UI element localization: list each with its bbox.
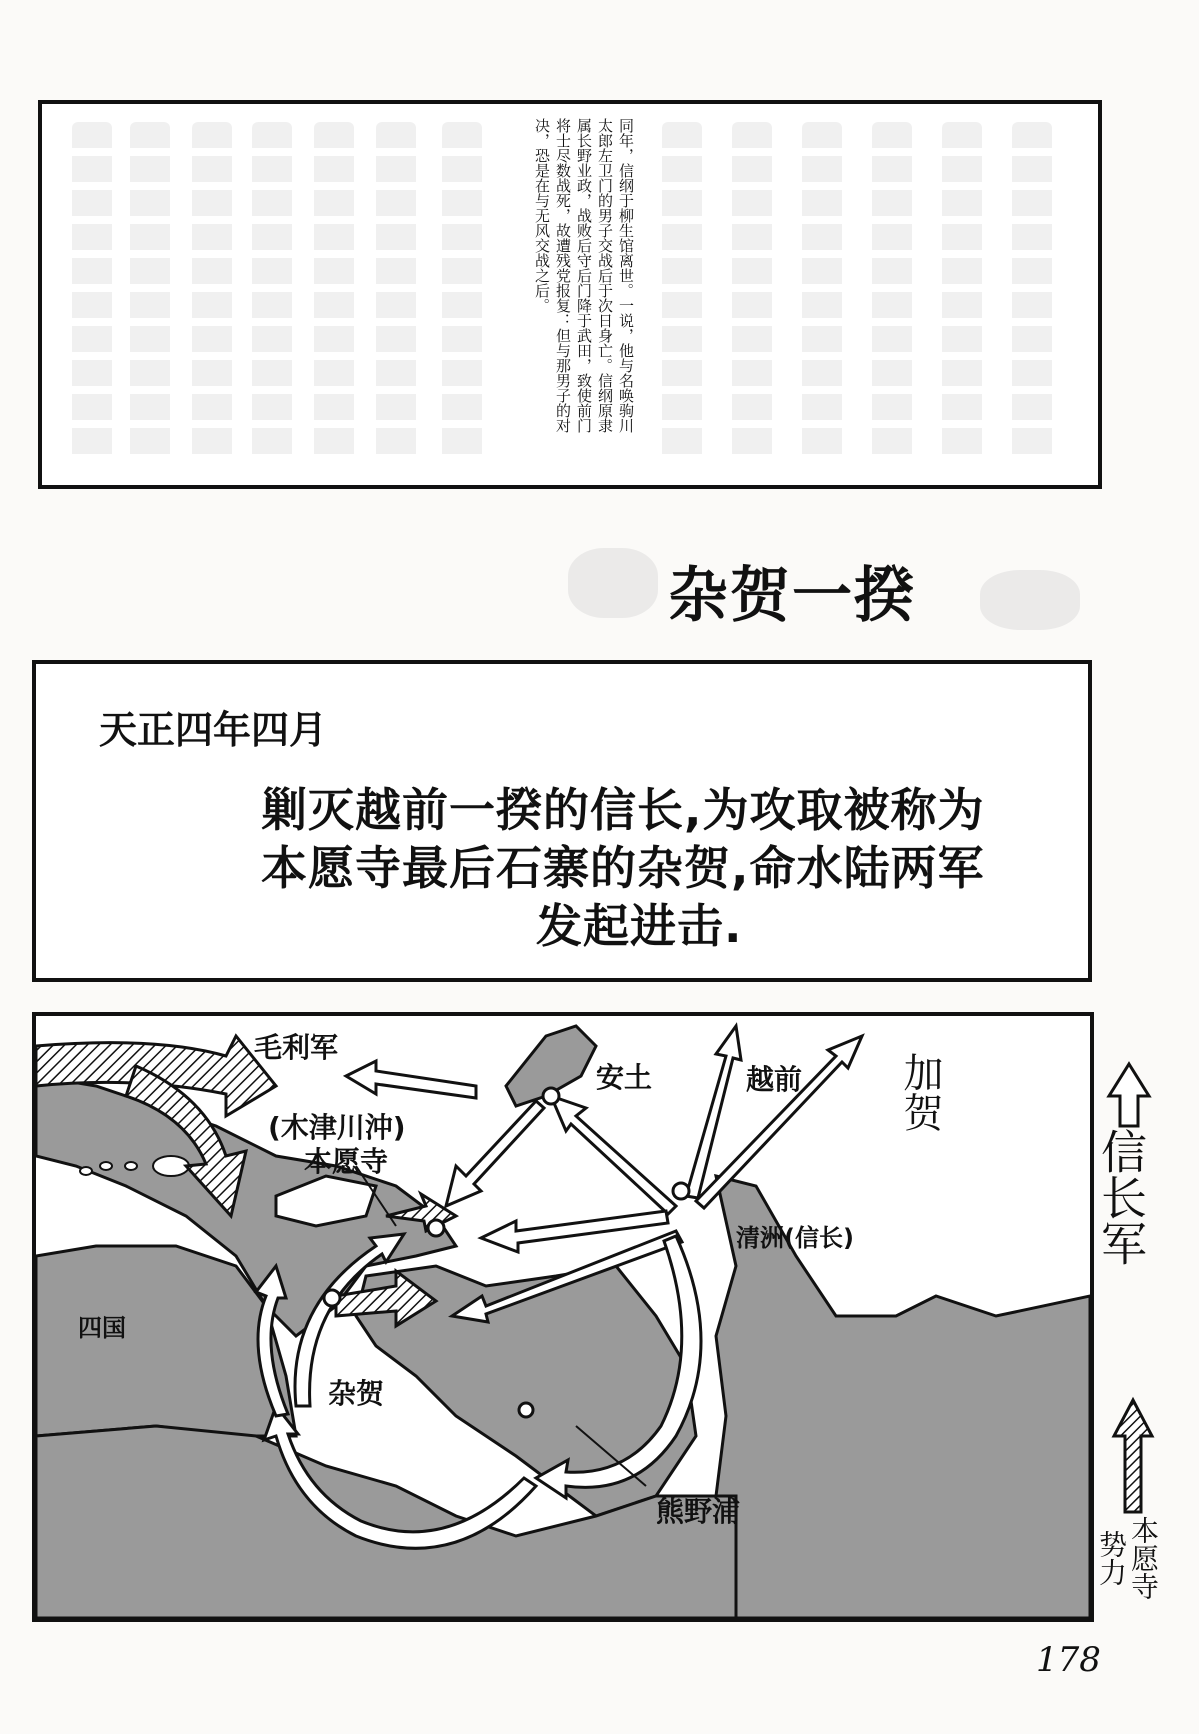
- note-column-1: 同年，信纲于柳生馆离世。一说，他与名唤驹川: [617, 118, 635, 433]
- title-smudge: [568, 548, 658, 618]
- label-shikoku: 四国: [78, 1314, 126, 1342]
- title-smudge: [980, 570, 1080, 630]
- islet: [80, 1167, 92, 1175]
- faded-text-column: [314, 122, 354, 462]
- label-kiyosu: 清洲(信长): [736, 1224, 854, 1252]
- narration-line-3: 发起进击.: [536, 899, 743, 953]
- narration-panel: [32, 660, 1092, 982]
- note-column-3: 属长野业政，战败后守后门降于武田，致使前门: [575, 118, 593, 433]
- faded-text-column: [1012, 122, 1052, 462]
- footnote-panel: [38, 100, 1102, 489]
- arrow-kiyosu-to-azuchi: [551, 1096, 676, 1214]
- legend-honganji-label: 本愿寺: [1127, 1516, 1160, 1600]
- faded-text-column: [252, 122, 292, 462]
- islet: [100, 1162, 112, 1170]
- legend-nobunaga-label: 信长军: [1094, 1128, 1148, 1266]
- label-kizugawa: (木津川沖): [268, 1111, 406, 1144]
- legend-nobunaga-arrow-icon: [1104, 1060, 1154, 1130]
- location-saika: [324, 1290, 340, 1306]
- date-label: 天正四年四月: [99, 708, 328, 752]
- label-echizen: 越前: [746, 1063, 803, 1096]
- note-column-5: 决，恐是在与无风交战之后。: [533, 118, 551, 313]
- faded-text-column: [376, 122, 416, 462]
- faded-text-column: [130, 122, 170, 462]
- faded-text-column: [192, 122, 232, 462]
- note-column-4: 将士尽数战死，故遭残党报复：但与那男子的对: [554, 118, 572, 433]
- chapter-title: 杂贺一揆: [668, 561, 916, 631]
- narration-line-1: 剿灭越前一揆的信长,为攻取被称为: [261, 783, 985, 837]
- faded-text-column: [442, 122, 482, 462]
- faded-text-column: [872, 122, 912, 462]
- location-azuchi: [543, 1088, 559, 1104]
- arrow-azuchi-to-honganji: [446, 1101, 544, 1206]
- legend-force-label: 势力: [1095, 1530, 1128, 1586]
- faded-text-column: [942, 122, 982, 462]
- faded-text-column: [662, 122, 702, 462]
- page-number: 178: [1036, 1640, 1101, 1680]
- location-kumano: [519, 1403, 533, 1417]
- location-kiyosu: [673, 1183, 689, 1199]
- faded-text-column: [732, 122, 772, 462]
- arrow-to-mori: [346, 1061, 476, 1098]
- label-azuchi: 安土: [596, 1061, 653, 1094]
- location-honganji: [428, 1220, 444, 1236]
- map-panel: [32, 1012, 1094, 1622]
- label-saika: 杂贺: [328, 1377, 385, 1410]
- label-honganji: 本愿寺: [304, 1145, 389, 1178]
- legend-honganji-arrow-icon: [1110, 1396, 1156, 1516]
- label-kumano: 熊野浦: [656, 1495, 741, 1528]
- islet: [125, 1162, 137, 1170]
- narration-line-2: 本愿寺最后石寨的杂贺,命水陆两军: [261, 841, 985, 895]
- label-mori: 毛利军: [254, 1031, 339, 1064]
- faded-text-column: [802, 122, 842, 462]
- label-kaga: 加贺: [897, 1052, 943, 1132]
- faded-text-column: [72, 122, 112, 462]
- islet: [153, 1156, 189, 1176]
- note-column-2: 太郎左卫门的男子交战后于次日身亡。信纲原隶: [596, 118, 614, 433]
